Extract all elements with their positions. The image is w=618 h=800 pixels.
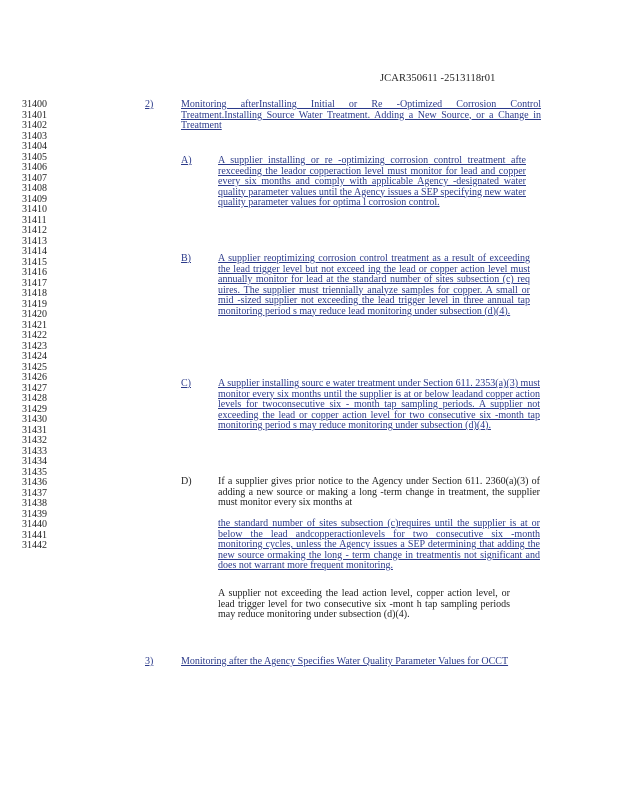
line-number: 31419 xyxy=(22,298,47,310)
item-2-label: 2) xyxy=(145,99,154,110)
line-number: 31434 xyxy=(22,456,47,467)
line-number: 31400 xyxy=(22,99,47,110)
line-number: 31425 xyxy=(22,361,47,373)
line-number: 31439 xyxy=(22,508,47,520)
line-number: 31438 xyxy=(22,498,47,509)
line-number: 31413 xyxy=(22,235,47,247)
line-number: 31426 xyxy=(22,372,47,383)
subitem-d-label: D) xyxy=(181,476,192,487)
line-number: 31410 xyxy=(22,204,47,215)
line-number: 31437 xyxy=(22,487,47,499)
line-number: 31424 xyxy=(22,351,47,362)
line-numbers xyxy=(22,100,47,552)
subitem-a-text: A supplier installing or re -optimizing corrosion control treatment afte rexceeding the leador copperaction level must monitor for lead and copper every six months and comply with applicable Agency -designated water quality parameter values until the Agency issues a SEP specifying new water quality parameter values for optima l corrosion control. xyxy=(218,155,526,208)
line-number: 31429 xyxy=(22,403,47,415)
line-number: 31406 xyxy=(22,162,47,173)
subitem-c-label: C) xyxy=(181,378,191,389)
line-number: 31433 xyxy=(22,445,47,457)
line-number: 31401 xyxy=(22,109,47,121)
line-number: 31408 xyxy=(22,183,47,194)
line-number: 31435 xyxy=(22,466,47,478)
item-3-heading: Monitoring after the Agency Specifies Water Quality Parameter Values for OCCT xyxy=(181,656,509,667)
subitem-c-text: A supplier installing sourc e water treatment under Section 611. 2353(a)(3) must monitor every six months until the supplier is at or below leadand copper action levels for twoconsecutive six - month tap sampling periods. A supplier not exceeding the lead or copper action level for two consecutive six -month tap monitoring period s may reduce monitoring under subsection (d)(4). xyxy=(218,378,540,431)
line-number: 31422 xyxy=(22,330,47,341)
line-number: 31441 xyxy=(22,529,47,541)
line-number: 31407 xyxy=(22,172,47,184)
line-number: 31436 xyxy=(22,477,47,488)
line-number: 31417 xyxy=(22,277,47,289)
subitem-d-text-1: If a supplier gives prior notice to the Agency under Section 611. 2360(a)(3) of adding a new source or making a long -term change in treatment, the supplier must monitor every six months at xyxy=(218,476,540,508)
line-number: 31416 xyxy=(22,267,47,278)
line-number: 31412 xyxy=(22,225,47,236)
line-number: 31420 xyxy=(22,309,47,320)
subitem-b-label: B) xyxy=(181,253,191,264)
line-number: 31414 xyxy=(22,246,47,257)
line-number: 31442 xyxy=(22,540,47,551)
line-number: 31409 xyxy=(22,193,47,205)
line-number: 31423 xyxy=(22,340,47,352)
line-number: 31415 xyxy=(22,256,47,268)
subitem-a-label: A) xyxy=(181,155,192,166)
line-number: 31402 xyxy=(22,120,47,131)
line-number: 31411 xyxy=(22,214,47,226)
item-3-label: 3) xyxy=(145,656,154,667)
line-number: 31405 xyxy=(22,151,47,163)
line-number: 31440 xyxy=(22,519,47,530)
line-number: 31431 xyxy=(22,424,47,436)
line-number: 31427 xyxy=(22,382,47,394)
line-number: 31432 xyxy=(22,435,47,446)
line-number: 31430 xyxy=(22,414,47,425)
line-number: 31418 xyxy=(22,288,47,299)
document-code: JCAR350611 -2513118r01 xyxy=(380,73,496,84)
line-number: 31421 xyxy=(22,319,47,331)
line-number: 31403 xyxy=(22,130,47,142)
subitem-b-text: A supplier reoptimizing corrosion control treatment as a result of exceeding the lead trigger level but not exceed ing the lead or copper action level must annually monitor for lead at the standard number of sites subsection (c) req uires. The supplier must triennially analyze samples for copper. A small or mid -sized supplier not exceeding the lead trigger level in three annual tap monitoring period s may reduce lead monitoring under subsection (d)(4). xyxy=(218,253,530,317)
item-2-heading: Monitoring afterInstalling Initial or Re -Optimized Corrosion Control Treatment.Installing Source Water Treatment. Adding a New Source, or a Change in Treatment xyxy=(181,99,541,131)
line-number: 31428 xyxy=(22,393,47,404)
subitem-d-text-2: the standard number of sites subsection (c)requires until the supplier is at or below the lead andcopperactionlevels for two consecutive six -month monitoring cycles, unless the Agency issues a SEP determining that adding the new source ormaking the long - term change in treatmentis not significant and does not warrant more frequent monitoring. xyxy=(218,518,540,571)
line-number: 31404 xyxy=(22,141,47,152)
subitem-d-text-3: A supplier not exceeding the lead action level, copper action level, or lead trigger level for two consecutive six -mont h tap sampling periods may reduce monitoring under subsection (d)(4). xyxy=(218,588,510,620)
